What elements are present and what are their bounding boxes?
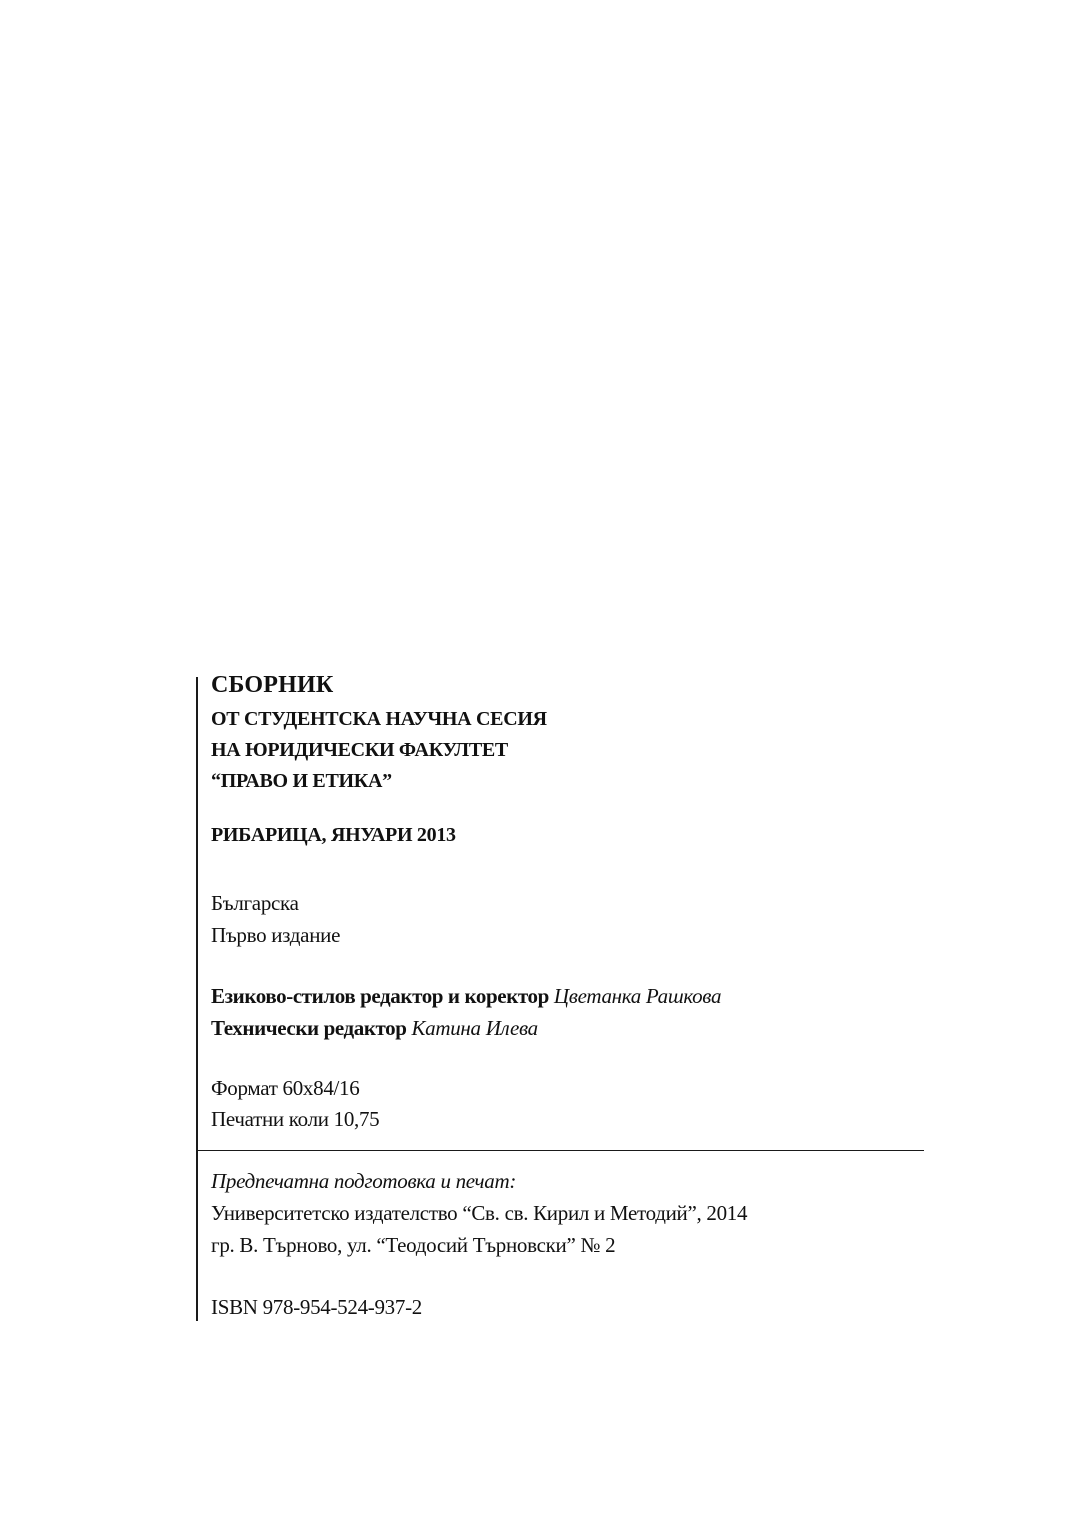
book-title: СБОРНИК <box>211 672 334 698</box>
subtitle-line-3: “ПРАВО И ЕТИКА” <box>211 770 392 792</box>
language-editor-role: Езиково-стилов редактор и коректор <box>211 984 549 1008</box>
technical-editor-role: Технически редактор <box>211 1016 407 1040</box>
prepress-label <box>211 1169 516 1194</box>
edition: Първо издание <box>211 923 341 947</box>
publisher-address: гр. В. Търново, ул. “Теодосий Търновски” № 2 <box>211 1233 616 1257</box>
prepress-label-text: Предпечатна подготовка и печат: <box>211 1169 517 1193</box>
technical-editor-name: Катина Илева <box>411 1016 538 1040</box>
language: Българска <box>211 891 299 915</box>
isbn: ISBN 978-954-524-937-2 <box>211 1295 422 1319</box>
language-editor-name: Цветанка Рашкова <box>553 984 722 1008</box>
publisher: Университетско издателство “Св. св. Кирил и Методий”, 2014 <box>211 1201 748 1225</box>
printed-sheets: Печатни коли 10,75 <box>211 1107 380 1131</box>
imprint-block <box>196 671 924 1321</box>
format: Формат 60x84/16 <box>211 1076 360 1100</box>
horizontal-rule <box>196 1150 924 1151</box>
language-editor-line <box>211 984 721 1009</box>
vertical-rule <box>196 677 198 1321</box>
technical-editor-line <box>211 1016 538 1041</box>
subtitle-line-1: ОТ СТУДЕНТСКА НАУЧНА СЕСИЯ <box>211 708 547 730</box>
subtitle-line-2: НА ЮРИДИЧЕСКИ ФАКУЛТЕТ <box>211 739 508 761</box>
place-and-date: РИБАРИЦА, ЯНУАРИ 2013 <box>211 824 456 846</box>
